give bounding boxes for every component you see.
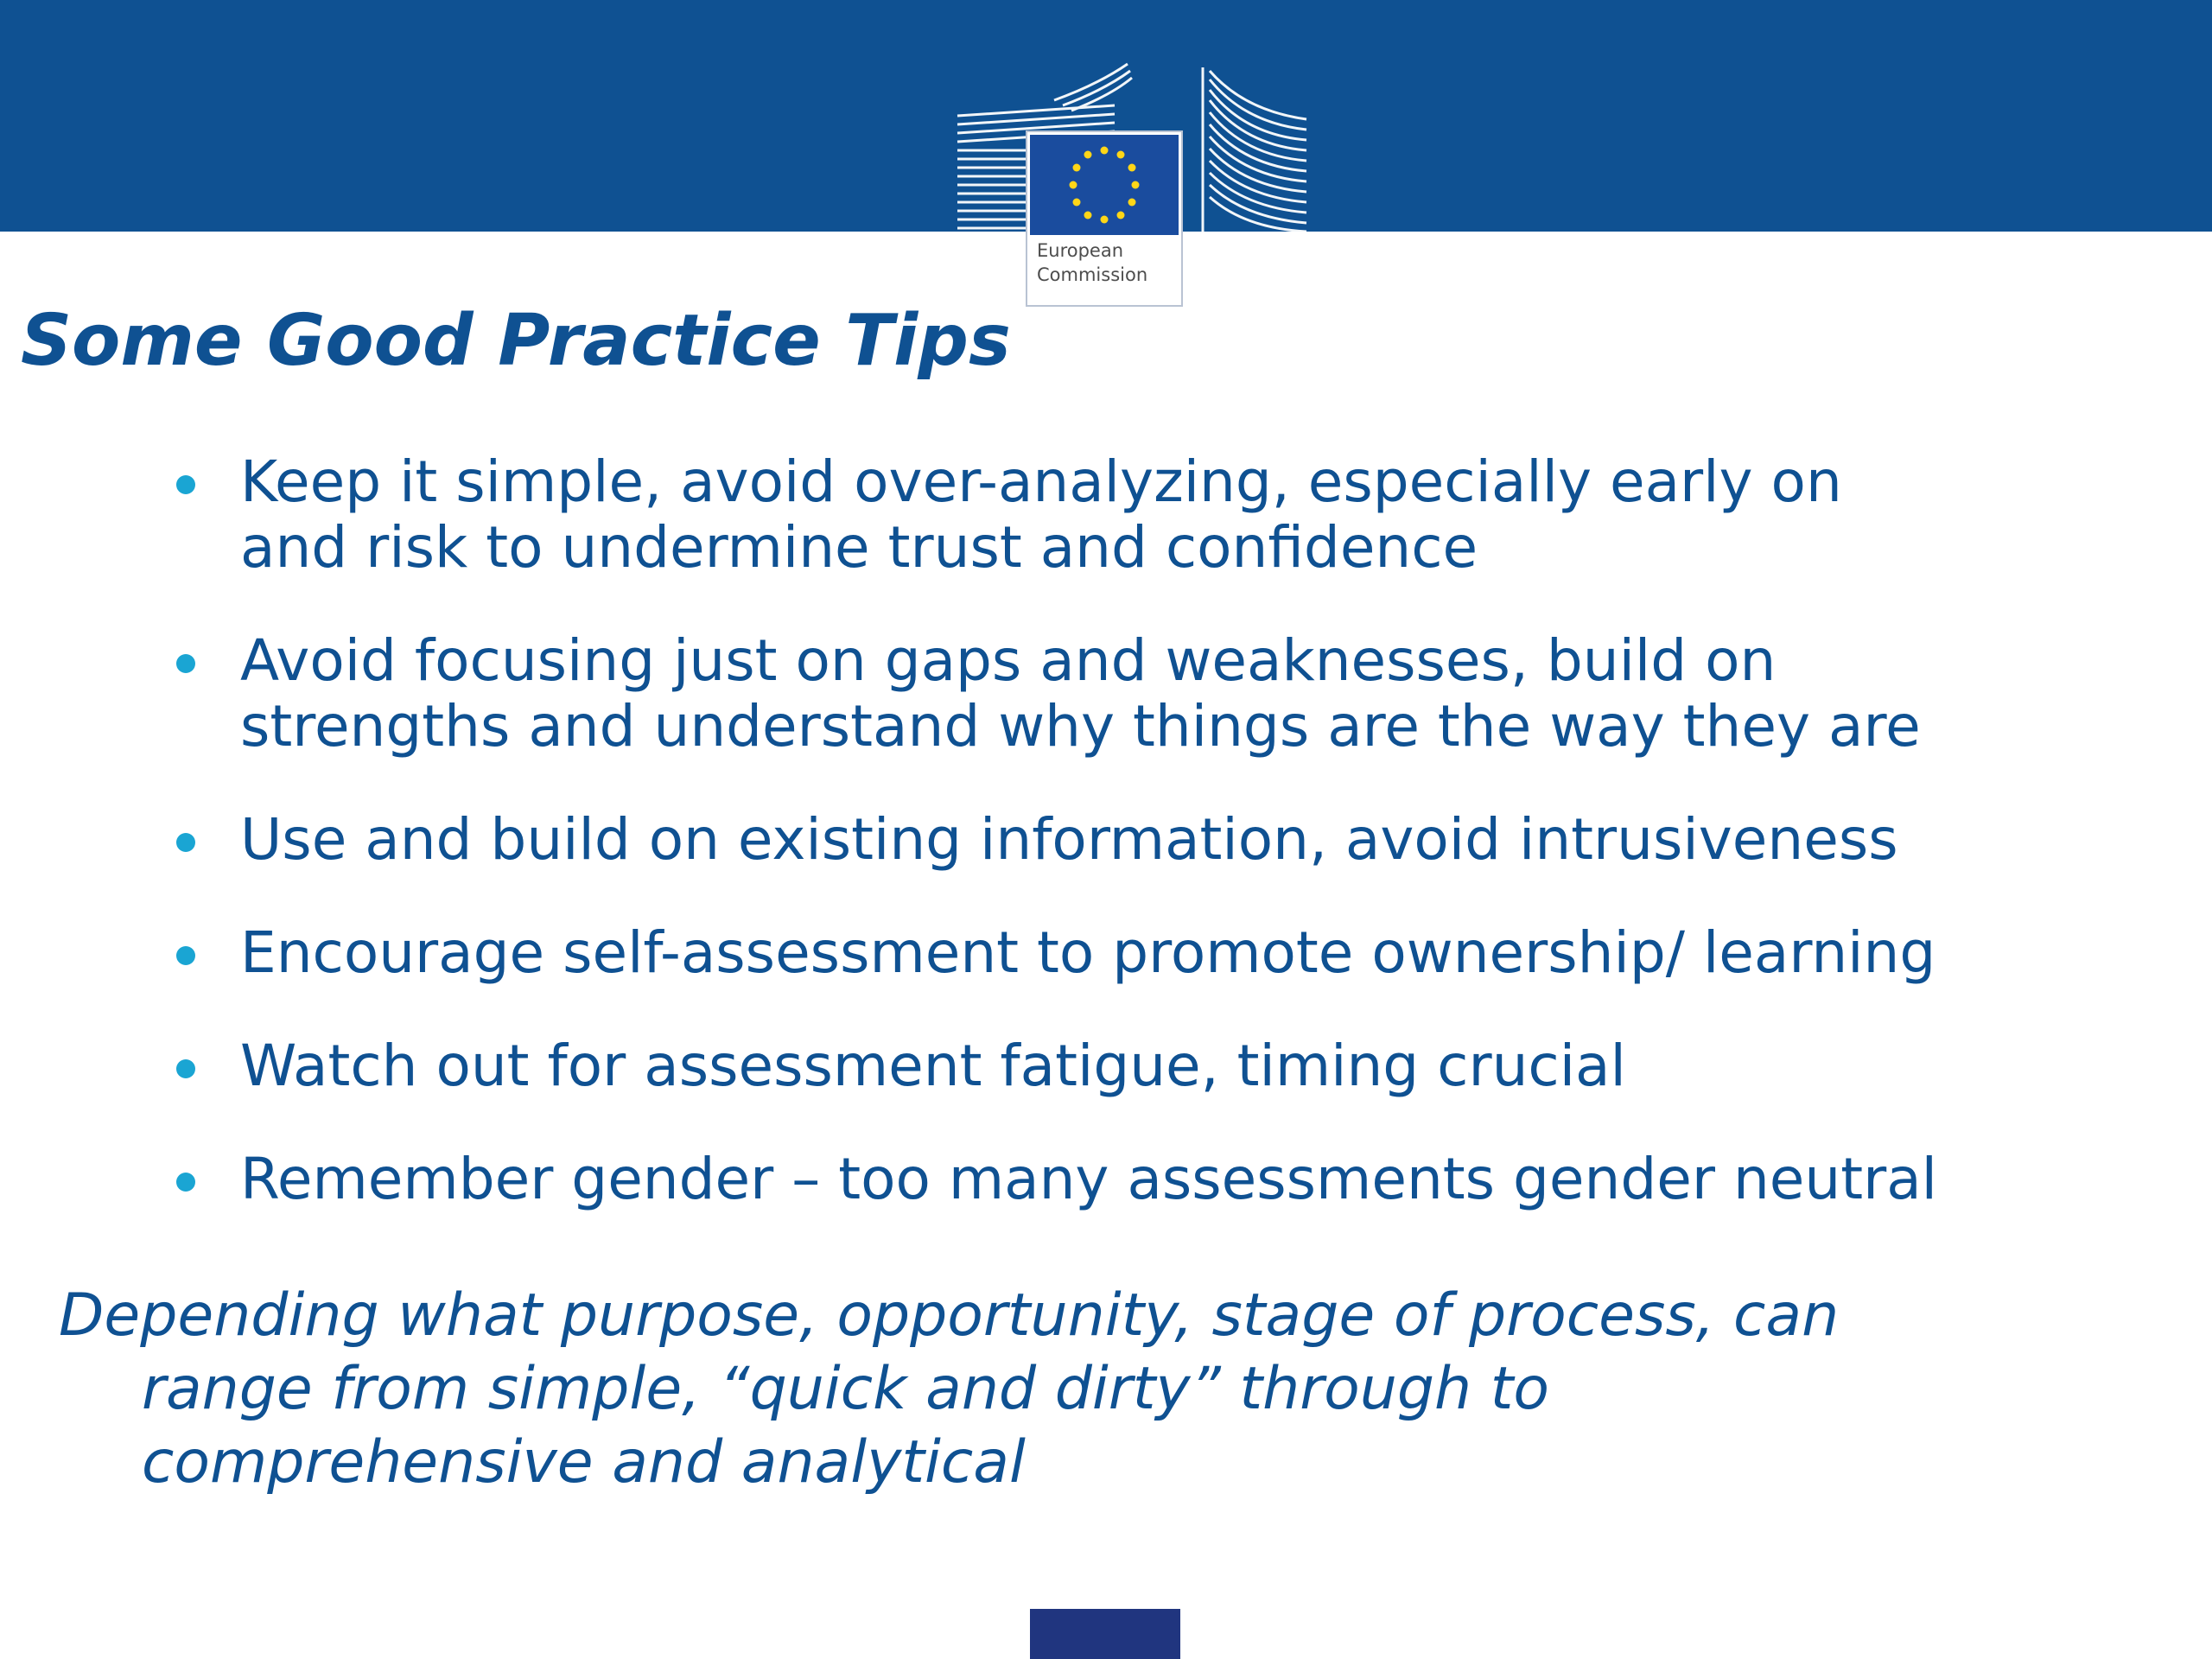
bullet-dot-icon bbox=[176, 1173, 195, 1192]
list-item-text bbox=[240, 920, 2157, 986]
list-item-line: Avoid focusing just on gaps and weaknesses, build on bbox=[240, 627, 1777, 694]
list-item bbox=[169, 1033, 2157, 1099]
list-item-text bbox=[240, 807, 2157, 873]
list-item-text bbox=[240, 628, 2157, 760]
closing-note bbox=[59, 1279, 1839, 1499]
list-item-line: Remember gender – too many assessments gender neutral bbox=[240, 1146, 1938, 1212]
slide-title: Some Good Practice Tips bbox=[21, 300, 1011, 382]
list-item-text bbox=[240, 449, 2157, 581]
list-item bbox=[169, 449, 2157, 581]
bullet-dot-icon bbox=[176, 475, 195, 494]
european-commission-logo bbox=[950, 59, 1313, 309]
list-item-line: and risk to undermine trust and confidence bbox=[240, 514, 1478, 581]
tips-list bbox=[169, 449, 2157, 1260]
bullet-dot-icon bbox=[176, 1059, 195, 1078]
bullet-dot-icon bbox=[176, 654, 195, 673]
bullet-dot-icon bbox=[176, 946, 195, 965]
list-item-line: Encourage self-assessment to promote ownership/ learning bbox=[240, 919, 1936, 986]
list-item-line: Use and build on existing information, avoid intrusiveness bbox=[240, 806, 1898, 873]
list-item-line: strengths and understand why things are the way they are bbox=[240, 693, 1921, 760]
note-line: range from simple, “quick and dirty” through to bbox=[142, 1355, 1550, 1423]
list-item-line: Keep it simple, avoid over-analyzing, especially early on bbox=[240, 448, 1842, 515]
list-item bbox=[169, 920, 2157, 986]
logo-line-2: Commission bbox=[1037, 264, 1148, 285]
footer-tab bbox=[1030, 1609, 1180, 1659]
note-line: Depending what purpose, opportunity, stage of process, can bbox=[59, 1281, 1840, 1350]
logo-line-1: European bbox=[1037, 240, 1124, 261]
list-item-text bbox=[240, 1033, 2157, 1099]
list-item-line: Watch out for assessment fatigue, timing crucial bbox=[240, 1033, 1626, 1099]
list-item-text bbox=[240, 1147, 2157, 1212]
list-item bbox=[169, 1147, 2157, 1212]
bullet-dot-icon bbox=[176, 833, 195, 852]
note-line: comprehensive and analytical bbox=[142, 1428, 1026, 1497]
list-item bbox=[169, 628, 2157, 760]
list-item bbox=[169, 807, 2157, 873]
logo-wordmark bbox=[1037, 238, 1182, 287]
